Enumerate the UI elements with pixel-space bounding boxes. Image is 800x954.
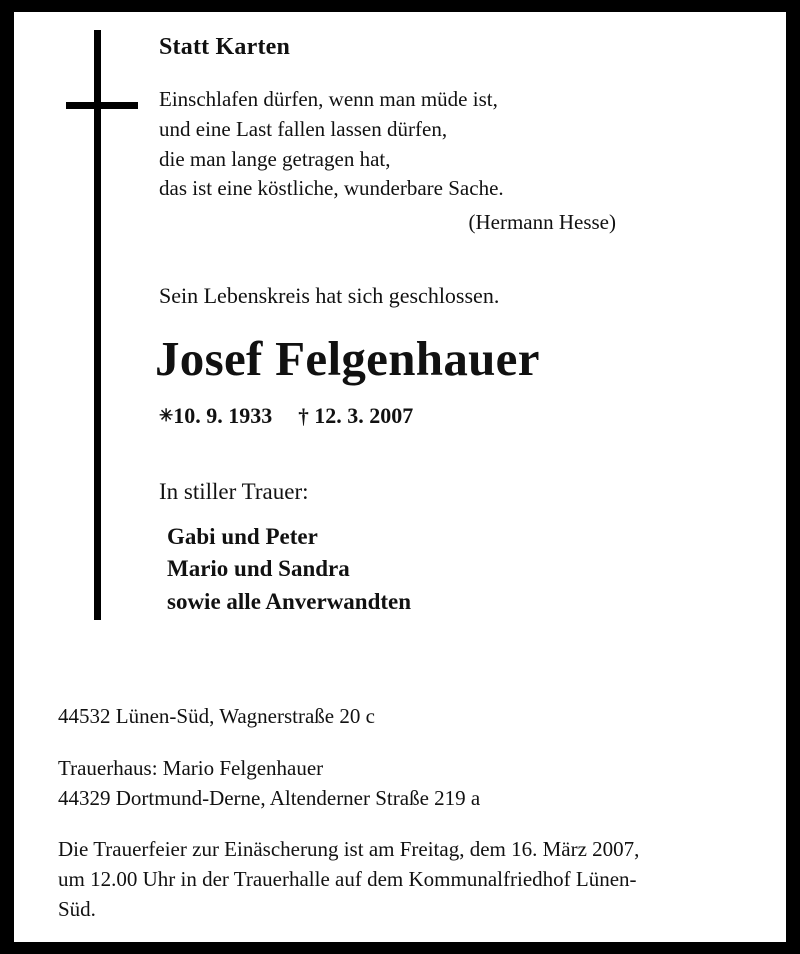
ceremony-line: Die Trauerfeier zur Einäscherung ist am Freitag, dem 16. März 2007, (58, 837, 640, 862)
mourners-list (167, 521, 760, 619)
poem-line: die man lange getragen hat, (159, 146, 391, 171)
funeral-home-address: 44329 Dortmund-Derne, Altenderner Straße 219 a (58, 785, 481, 810)
poem-line: Einschlafen dürfen, wenn man müde ist, (159, 87, 498, 111)
poem-line: das ist eine köstliche, wunderbare Sache. (159, 176, 504, 201)
notice-footer (58, 702, 760, 925)
obituary-card (14, 12, 786, 942)
ceremony-line: um 12.00 Uhr in der Trauerhalle auf dem Kommunalfriedhof Lünen- (58, 867, 637, 892)
poem (159, 85, 760, 204)
lead-line: Sein Lebenskreis hat sich geschlossen. (159, 283, 500, 309)
address-line: 44532 Lünen-Süd, Wagnerstraße 20 c (58, 704, 375, 728)
cross-horizontal-bar (66, 102, 138, 109)
ceremony-block (58, 835, 760, 924)
funeral-home-block (58, 754, 760, 814)
birth-symbol-icon: ✳ (159, 405, 174, 425)
ceremony-line: Süd. (58, 897, 96, 922)
mourner-line: sowie alle Anverwandten (167, 589, 412, 614)
notice-content (155, 34, 760, 619)
mourner-line: Mario und Sandra (167, 556, 350, 582)
mourning-intro: In stiller Trauer: (159, 478, 309, 504)
poem-author: (Hermann Hesse) (468, 210, 616, 235)
deceased-name: Josef Felgenhauer (155, 331, 540, 387)
poem-line: und eine Last fallen lassen dürfen, (159, 116, 448, 141)
mourner-line: Gabi und Peter (167, 523, 318, 549)
life-dates (159, 403, 760, 429)
heading-statt-karten: Statt Karten (159, 34, 291, 60)
death-symbol-icon: † (298, 403, 309, 428)
funeral-home-label: Trauerhaus: Mario Felgenhauer (58, 755, 324, 780)
cross-vertical-bar (94, 30, 101, 620)
birth-date: 10. 9. 1933 (173, 402, 273, 428)
death-date: 12. 3. 2007 (314, 402, 414, 428)
cross-icon (66, 30, 138, 620)
address-block (58, 702, 760, 732)
